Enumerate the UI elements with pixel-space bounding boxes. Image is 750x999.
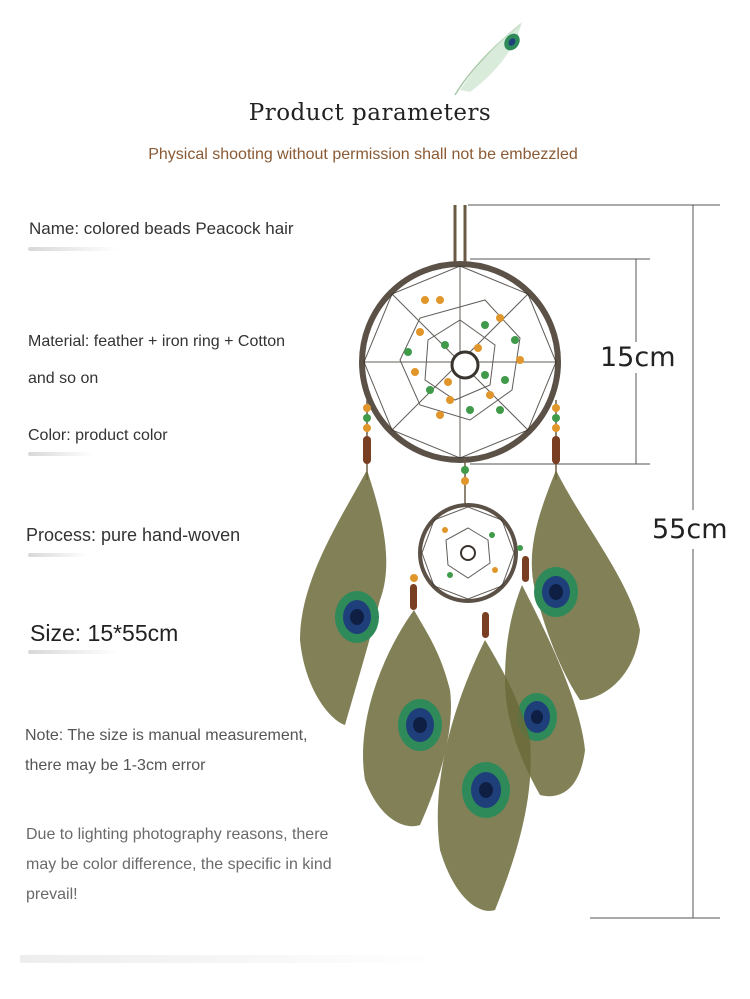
lighting-line3: prevail! [26,886,78,903]
note-line2: there may be 1-3cm error [25,757,206,774]
smudge-decoration [28,452,93,456]
page-title: Product parameters [248,100,492,126]
small-ring [410,505,529,638]
spec-color: Color: product color [28,427,168,444]
feather-icon [455,22,523,95]
spec-size: Size: 15*55cm [30,620,179,646]
smudge-decoration [28,553,88,557]
page-subtitle: Physical shooting without permission shall not be embezzled [148,146,578,163]
smudge-decoration [20,955,440,963]
spec-material-line2: and so on [28,370,99,387]
total-length-label: 55cm [652,510,728,549]
lighting-line2: may be color difference, the specific in kind [26,856,332,873]
lighting-line1: Due to lighting photography reasons, there [26,826,329,843]
spec-name: Name: colored beads Peacock hair [29,219,294,238]
feather-mid-left [363,610,451,826]
hanging-loop [455,205,465,262]
peacock-feathers [300,470,640,911]
ring-diameter-label: 15cm [600,342,676,373]
smudge-decoration [28,650,118,654]
large-ring [362,264,558,460]
feather-left [300,470,386,725]
note-line1: Note: The size is manual measurement, [25,727,308,744]
spec-process: Process: pure hand-woven [26,525,241,545]
smudge-decoration [28,247,118,251]
spec-material-line1: Material: feather + iron ring + Cotton [28,333,286,350]
bead-strings [363,400,560,505]
